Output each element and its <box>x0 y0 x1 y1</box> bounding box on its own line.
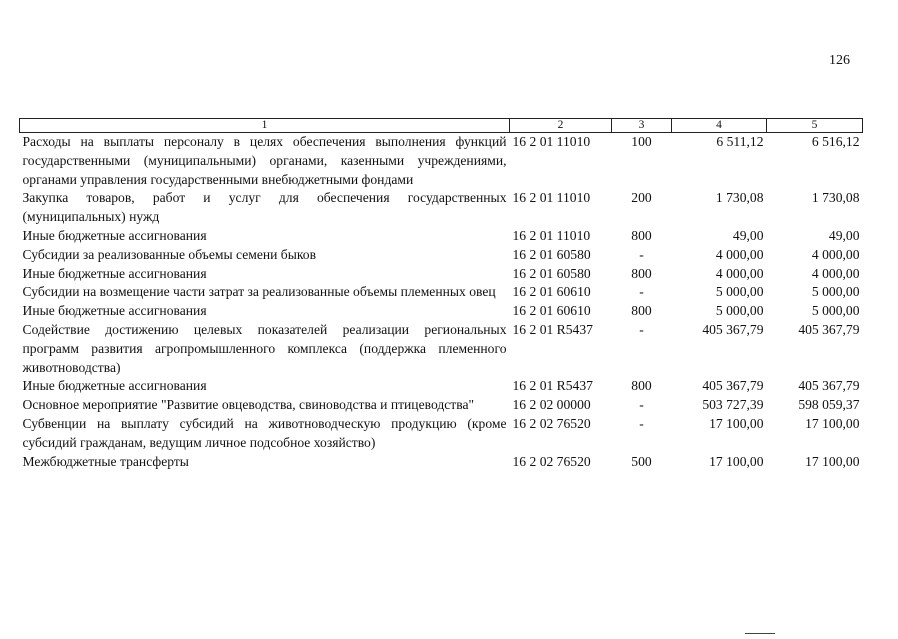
row-sum-col5: 49,00 <box>828 227 860 243</box>
table-header <box>20 119 863 133</box>
table-row <box>20 133 863 190</box>
row-sum-col5: 598 059,37 <box>798 397 860 413</box>
header-col-1: 1 <box>20 119 510 133</box>
row-name: Иные бюджетные ассигнования <box>22 227 207 243</box>
row-sum-col5: 1 730,08 <box>811 190 860 206</box>
row-expense-type: 800 <box>631 378 652 394</box>
row-name: Субсидии на возмещение части затрат за реализованные объемы племенных овец <box>22 284 496 300</box>
table-row <box>20 227 863 246</box>
row-code: 16 2 02 76520 <box>512 453 591 469</box>
row-expense-type: - <box>639 284 644 300</box>
page-number: 126 <box>829 53 850 68</box>
table-row <box>20 283 863 302</box>
row-sum-col5: 17 100,00 <box>805 415 860 431</box>
row-sum-col5: 5 000,00 <box>811 284 860 300</box>
row-code: 16 2 01 11010 <box>512 190 591 206</box>
row-name: Закупка товаров, работ и услуг для обеспечения государственных (муниципальных) нужд <box>22 190 507 225</box>
table-row <box>20 377 863 396</box>
row-name: Иные бюджетные ассигнования <box>22 378 207 394</box>
row-sum-col4: 17 100,00 <box>709 453 764 469</box>
header-col-2: 2 <box>510 119 612 133</box>
row-code: 16 2 02 00000 <box>512 397 591 413</box>
row-expense-type: - <box>639 321 644 337</box>
row-sum-col4: 1 730,08 <box>715 190 764 206</box>
row-code: 16 2 01 R5437 <box>512 321 593 337</box>
row-expense-type: 200 <box>631 190 652 206</box>
row-code: 16 2 01 60610 <box>512 303 591 319</box>
row-expense-type: 800 <box>631 265 652 281</box>
row-expense-type: - <box>639 415 644 431</box>
row-code: 16 2 01 R5437 <box>512 378 593 394</box>
row-code: 16 2 01 60580 <box>512 265 591 281</box>
row-sum-col4: 5 000,00 <box>715 284 764 300</box>
table-row <box>20 415 863 453</box>
row-sum-col5: 17 100,00 <box>805 453 860 469</box>
row-name: Иные бюджетные ассигнования <box>22 303 207 319</box>
row-sum-col5: 4 000,00 <box>811 265 860 281</box>
budget-table <box>19 118 863 471</box>
row-expense-type: - <box>639 397 644 413</box>
row-code: 16 2 02 76520 <box>512 415 591 431</box>
row-name: Субсидии за реализованные объемы семени быков <box>22 246 316 262</box>
header-row <box>20 119 863 133</box>
row-sum-col4: 405 367,79 <box>702 378 764 394</box>
row-sum-col4: 503 727,39 <box>702 397 764 413</box>
row-name: Содействие достижению целевых показателей реализации региональных программ развития агропромышленного комплекса (поддержка племенного животноводства) <box>22 321 507 375</box>
row-code: 16 2 01 11010 <box>512 134 591 149</box>
row-sum-col4: 405 367,79 <box>702 321 764 337</box>
row-expense-type: 100 <box>631 134 652 149</box>
row-expense-type: - <box>639 246 644 262</box>
row-sum-col4: 6 511,12 <box>716 134 764 149</box>
scan-artifact-line <box>745 633 775 634</box>
row-sum-col5: 405 367,79 <box>798 378 860 394</box>
row-sum-col4: 49,00 <box>732 227 764 243</box>
row-name: Субвенции на выплату субсидий на животноводческую продукцию (кроме субсидий гражданам, ведущим личное подсобное хозяйство) <box>22 415 507 450</box>
row-expense-type: 500 <box>631 453 652 469</box>
row-sum-col4: 4 000,00 <box>715 265 764 281</box>
table-row <box>20 302 863 321</box>
row-code: 16 2 01 60610 <box>512 284 591 300</box>
row-expense-type: 800 <box>631 303 652 319</box>
table-body <box>20 133 863 472</box>
row-sum-col5: 4 000,00 <box>811 246 860 262</box>
row-sum-col5: 405 367,79 <box>798 321 860 337</box>
row-expense-type: 800 <box>631 227 652 243</box>
row-sum-col5: 6 516,12 <box>811 134 860 149</box>
table-row <box>20 396 863 415</box>
row-code: 16 2 01 60580 <box>512 246 591 262</box>
row-name: Иные бюджетные ассигнования <box>22 265 207 281</box>
row-name: Основное мероприятие "Развитие овцеводства, свиноводства и птицеводства" <box>22 397 475 413</box>
header-col-4: 4 <box>672 119 767 133</box>
table-row <box>20 453 863 472</box>
row-sum-col4: 17 100,00 <box>709 415 764 431</box>
row-sum-col5: 5 000,00 <box>811 303 860 319</box>
row-code: 16 2 01 11010 <box>512 227 591 243</box>
row-sum-col4: 5 000,00 <box>715 303 764 319</box>
table-row <box>20 265 863 284</box>
table-row <box>20 246 863 265</box>
header-col-3: 3 <box>612 119 672 133</box>
table-row <box>20 321 863 377</box>
header-col-5: 5 <box>767 119 863 133</box>
row-name: Межбюджетные трансферты <box>22 453 189 469</box>
row-sum-col4: 4 000,00 <box>715 246 764 262</box>
table-row <box>20 189 863 227</box>
row-name: Расходы на выплаты персоналу в целях обеспечения выполнения функций государственными (муниципальными) органами, казенными учреждениями, органами управления государственными внебюджетными фондами <box>22 134 507 187</box>
